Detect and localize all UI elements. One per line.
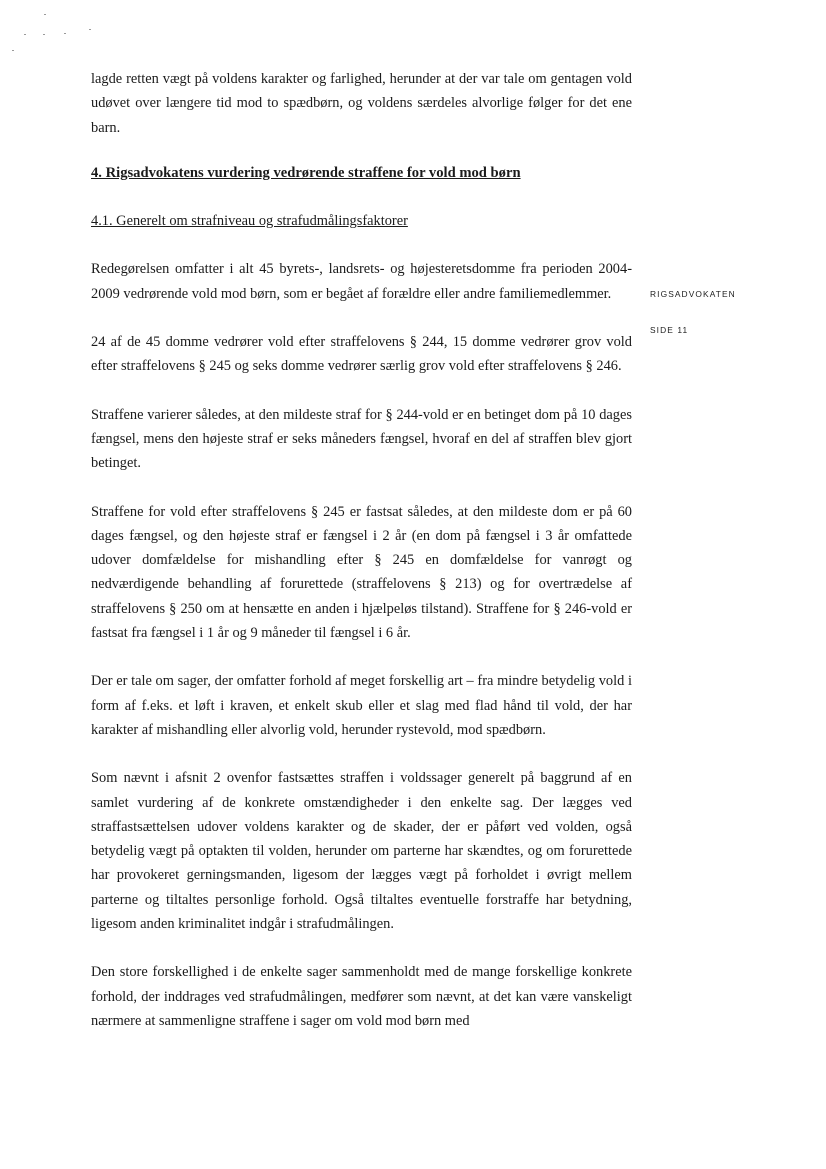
body-paragraph: 24 af de 45 domme vedrører vold efter straffelovens § 244, 15 domme vedrører grov vold efter straffelovens § 245 og seks domme vedrører særlig grov vold efter straffelovens § 246. [91,334,632,375]
subsection-heading: 4.1. Generelt om strafniveau og strafudmålingsfaktorer [91,213,408,230]
body-paragraph: Straffene for vold efter straffelovens § 245 er fastsat således, at den mildeste dom er på 60 dages fængsel, og den højeste straf er fængsel i 2 år (en dom på fængsel i 3 år omfattede udover domfældelse for mishandling efter § 245 en domfældelse for vanrøgt og nedværdigende behandling af forurettede (straffelovens § 213) og for overtrædelse af straffelovens § 250 om at hensætte en anden i hjælpeløs tilstand). Straffene for § 246-vold er fastsat fra fængsel i 1 år og 9 måneder til fængsel i 6 år. [91,503,632,642]
body-paragraph: Den store forskellighed i de enkelte sager sammenholdt med de mange forskellige konkrete forhold, der inddrages ved strafudmålingen, medfører som nævnt, at det kan være vanskeligt nærmere at sammenligne straffene i sager om vold mod børn med [91,964,632,1029]
scan-speck [12,50,14,51]
scan-speck [64,33,66,34]
body-paragraph: Der er tale om sager, der omfatter forhold af meget forskellig art – fra mindre betydelig vold i form af f.eks. et løft i kraven, et enkelt skub eller et slag med flad hånd til vold, der har karakter af mishandling eller alvorlig vold, herunder rystevold, mod spædbørn. [91,673,632,738]
scan-speck [89,29,91,30]
intro-paragraph: lagde retten vægt på voldens karakter og farlighed, herunder at der var tale om gentagen vold udøvet over længere tid mod to spædbørn, og voldens særdeles alvorlige følger for det ene barn. [91,71,632,136]
scan-speck [24,34,26,35]
page-header-sidebar [650,289,736,335]
body-paragraph: Straffene varierer således, at den mildeste straf for § 244-vold er en betinget dom på 10 dages fængsel, mens den højeste straf er seks måneders fængsel, hvoraf en del af straffen blev gjort betinget. [91,406,632,472]
scan-speck [43,34,45,35]
document-body [91,67,632,1033]
body-paragraph: Redegørelsen omfatter i alt 45 byrets-, landsrets- og højesteretsdomme fra perioden 2004-2009 vedrørende vold mod børn, som er begået af forældre eller andre familiemedlemmer. [91,261,632,302]
page-number: SIDE 11 [650,325,689,335]
section-heading: 4. Rigsadvokatens vurdering vedrørende straffene for vold mod børn [91,164,521,181]
body-paragraph: Som nævnt i afsnit 2 ovenfor fastsættes straffen i voldssager generelt på baggrund af en samlet vurdering af de konkrete omstændigheder i den enkelte sag. Der lægges ved straffastsættelsen udover voldens karakter og de skader, der er påført ved volden, også betydelig vægt på optakten til volden, herunder om parterne har skændtes, og om forurettede har provokeret gerningsmanden, ligesom der lægges vægt på forholdet i øvrigt mellem parterne og tiltaltes personlige forhold. Også tiltaltes eventuelle forstraffe har betydning, ligesom anden kriminalitet indgår i strafudmålingen. [91,770,632,933]
organization-name: RIGSADVOKATEN [650,289,736,299]
scan-speck [44,14,46,15]
